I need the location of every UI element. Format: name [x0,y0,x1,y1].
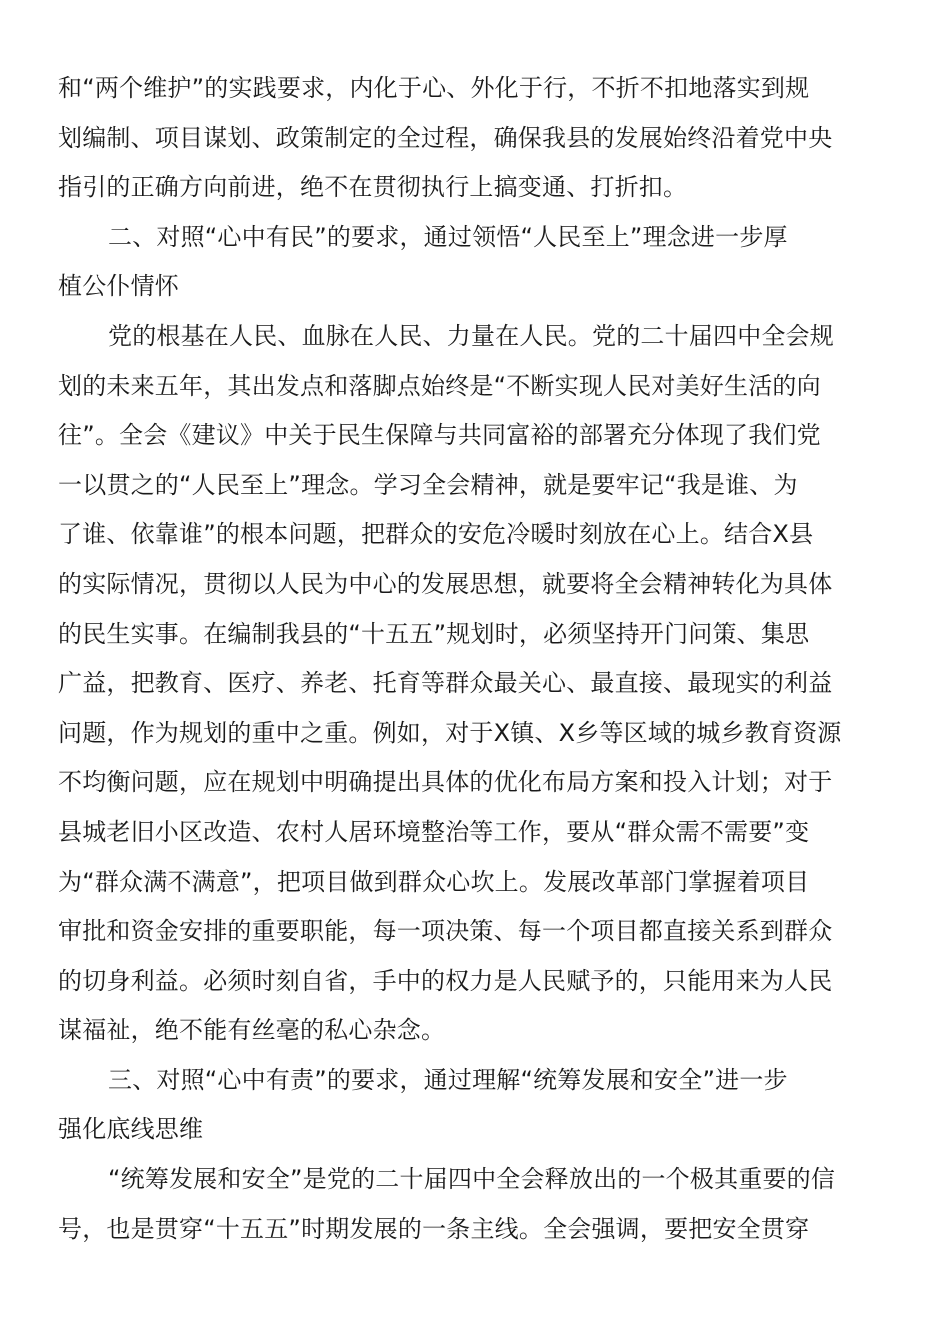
paragraph-people-first [58,312,884,1056]
text-line: 县城老旧小区改造、农村人居环境整治等工作，要从“群众需不需要”变 [58,817,810,846]
text-line: 广益，把教育、医疗、养老、托育等群众最关心、最直接、最现实的利益 [58,669,833,698]
text-line: 指引的正确方向前进，绝不在贯彻执行上搞变通、打折扣。 [58,173,688,202]
text-line: 和“两个维护”的实践要求，内化于心、外化于行，不折不扣地落实到规 [58,74,810,102]
text-line: 的民生实事。在编制我县的“十五五”规划时，必须坚持开门问策、集思 [58,619,810,648]
paragraph-development-security [58,1155,884,1254]
text-line: “统筹发展和安全”是党的二十届四中全会释放出的一个极其重要的信 [108,1165,836,1194]
text-line: 审批和资金安排的重要职能，每一项决策、每一个项目都直接关系到群众 [58,917,833,946]
text-line: 号，也是贯穿“十五五”时期发展的一条主线。全会强调，要把安全贯穿 [58,1214,810,1243]
text-line: 为“群众满不满意”，把项目做到群众心坎上。发展改革部门掌握着项目 [58,867,810,896]
text-line: 问题，作为规划的重中之重。例如，对于X镇、X乡等区域的城乡教育资源 [58,718,842,747]
text-line: 一以贯之的“人民至上”理念。学习全会精神，就是要牢记“我是谁、为 [58,470,798,499]
text-line: 的切身利益。必须时刻自省，手中的权力是人民赋予的，只能用来为人民 [58,966,833,995]
text-line: 党的根基在人民、血脉在人民、力量在人民。党的二十届四中全会规 [108,321,834,350]
text-line: 划编制、项目谋划、政策制定的全过程，确保我县的发展始终沿着党中央 [58,123,833,152]
heading-line: 植公仆情怀 [58,272,179,301]
text-line: 往”。全会《建议》中关于民生保障与共同富裕的部署充分体现了我们党 [58,421,821,450]
section-heading-2 [58,213,884,312]
document-page [58,64,884,1254]
text-line: 的实际情况，贯彻以人民为中心的发展思想，就要将全会精神转化为具体 [58,569,833,598]
heading-line: 三、对照“心中有责”的要求，通过理解“统筹发展和安全”进一步 [108,1065,788,1094]
text-line: 划的未来五年，其出发点和落脚点始终是“不断实现人民对美好生活的向 [58,371,821,400]
paragraph-continued [58,64,884,213]
section-heading-3 [58,1056,884,1155]
heading-line: 强化底线思维 [58,1115,204,1144]
heading-line: 二、对照“心中有民”的要求，通过领悟“人民至上”理念进一步厚 [108,222,788,251]
text-line: 了谁、依靠谁”的根本问题，把群众的安危冷暖时刻放在心上。结合X县 [58,520,814,549]
text-line: 谋福祉，绝不能有丝毫的私心杂念。 [58,1016,446,1045]
text-line: 不均衡问题，应在规划中明确提出具体的优化布局方案和投入计划；对于 [58,768,833,797]
